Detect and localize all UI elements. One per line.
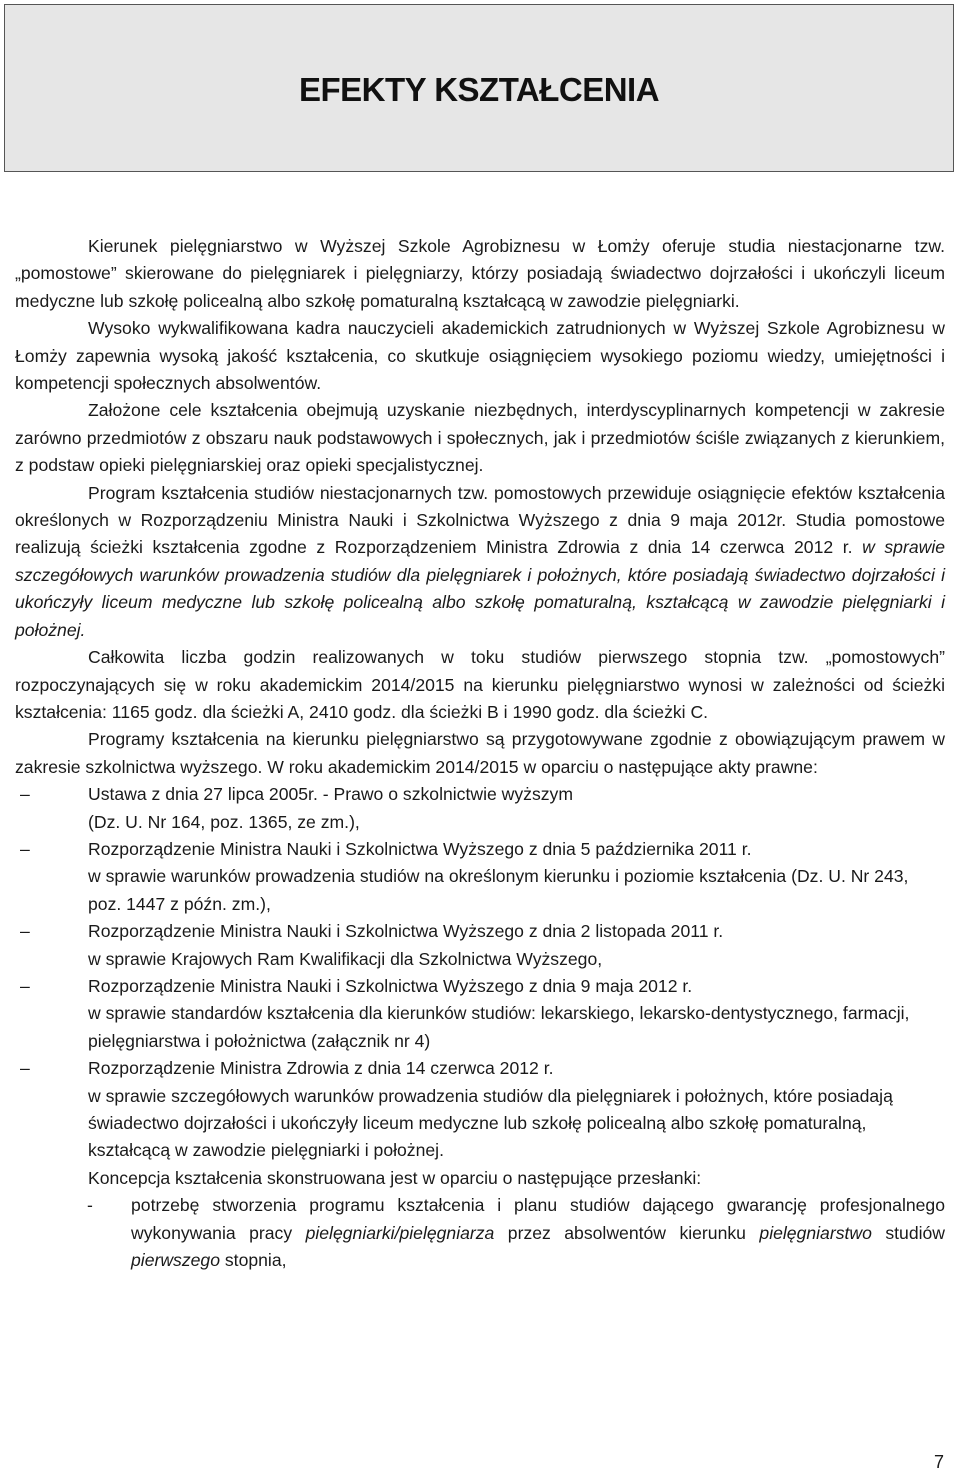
premise-text: potrzebę stworzenia programu kształcenia i planu studiów dającego gwarancję profesjonalnego wykonywania pracy bbox=[131, 1195, 945, 1243]
legal-act-item bbox=[15, 781, 945, 836]
legal-act-item bbox=[15, 1055, 945, 1165]
page-title: EFEKTY KSZTAŁCENIA bbox=[298, 71, 660, 108]
paragraph-learning-outcomes bbox=[15, 480, 945, 644]
premise-italic: pierwszego bbox=[131, 1250, 220, 1271]
premise-italic: pielęgniarstwo bbox=[759, 1222, 872, 1243]
list-dash: ‒ bbox=[20, 921, 30, 942]
premises-list bbox=[15, 1192, 945, 1274]
legal-act-item bbox=[15, 836, 945, 918]
outcomes-regulation-italic: w sprawie szczegółowych warunków prowadzenia studiów dla pielęgniarek i położnych, które posiadają świadectwo dojrzałości i ukończyły liceum medyczne lub szkołę policealną albo szkołę pomaturalną, kształcącą w zawodzie pielęgniarki i położnej. bbox=[15, 537, 946, 640]
paragraph-concept-intro: Koncepcja kształcenia skonstruowana jest w oparciu o następujące przesłanki: bbox=[88, 1167, 702, 1188]
premise-text: stopnia, bbox=[220, 1250, 287, 1271]
legal-act-title: Rozporządzenie Ministra Nauki i Szkolnictwa Wyższego z dnia 2 listopada 2011 r. bbox=[88, 921, 724, 942]
list-dash: ‒ bbox=[20, 1058, 30, 1079]
legal-act-item bbox=[15, 973, 945, 1055]
legal-act-title: Rozporządzenie Ministra Nauki i Szkolnictwa Wyższego z dnia 5 października 2011 r. bbox=[88, 838, 752, 859]
paragraph-hours: Całkowita liczba godzin realizowanych w toku studiów pierwszego stopnia tzw. „pomostowych” rozpoczynających się w roku akademickim 2014/2015 na kierunku pielęgniarstwo wynosi w zależności od ścieżki kształcenia: 1165 godz. dla ścieżki A, 2410 godz. dla ścieżki B i 1990 godz. dla ścieżki C. bbox=[15, 647, 945, 722]
paragraph-staff: Wysoko wykwalifikowana kadra nauczycieli akademickich zatrudnionych w Wyższej Szkole Agrobiznesu w Łomży zapewnia wysoką jakość kształcenia, co skutkuje osiągnięciem wysokiego poziomu wiedzy, umiejętności i kompetencji społecznych absolwentów. bbox=[15, 318, 945, 394]
paragraph-program-intro: Kierunek pielęgniarstwo w Wyższej Szkole Agrobiznesu w Łomży oferuje studia niestacjonarne tzw. „pomostowe” skierowane do pielęgniarek i pielęgniarzy, którzy posiadają świadectwo dojrzałości i ukończyli liceum medyczne lub szkołę policealną albo szkołę pomaturalną kształcącą w zawodzie pielęgniarki. bbox=[15, 236, 945, 311]
legal-act-detail: w sprawie standardów kształcenia dla kierunków studiów: lekarskiego, lekarsko-dentystycznego, farmacji, pielęgniarstwa i położnictwa (załącznik nr 4) bbox=[88, 1003, 910, 1051]
document-body bbox=[15, 233, 945, 1274]
paragraph-goals: Założone cele kształcenia obejmują uzyskanie niezbędnych, interdyscyplinarnych kompetencji w zakresie zarówno przedmiotów z obszaru nauk podstawowych i społecznych, jak i przedmiotów ściśle związanych z kierunkiem, z podstaw opieki pielęgniarskiej oraz opieki specjalistycznej. bbox=[15, 400, 945, 476]
list-dash: ‒ bbox=[20, 975, 30, 996]
outcomes-text: Program kształcenia studiów niestacjonarnych tzw. pomostowych przewiduje osiągnięcie efektów kształcenia określonych w Rozporządzeniu Ministra Nauki i Szkolnictwa Wyższego z dnia 9 maja 2012r. Studia pomostowe realizują ścieżki kształcenia zgodne z Rozporządzeniem Ministra Zdrowia z dnia 14 czerwca 2012 r. bbox=[15, 482, 945, 558]
page-number: 7 bbox=[933, 1452, 944, 1472]
paragraph-legal-basis: Programy kształcenia na kierunku pielęgniarstwo są przygotowywane zgodnie z obowiązującym prawem w zakresie szkolnictwa wyższego. W roku akademickim 2014/2015 w oparciu o następujące akty prawne: bbox=[15, 729, 945, 777]
legal-act-detail: (Dz. U. Nr 164, poz. 1365, ze zm.), bbox=[88, 811, 360, 832]
legal-acts-list bbox=[15, 781, 945, 1165]
legal-act-detail: w sprawie szczegółowych warunków prowadzenia studiów dla pielęgniarek i położnych, które posiadają świadectwo dojrzałości i ukończyły liceum medyczne lub szkołę policealną albo szkołę pomaturalną, kształcącą w zawodzie pielęgniarki i położnej. bbox=[88, 1085, 893, 1161]
premise-text: studiów bbox=[871, 1222, 945, 1243]
legal-act-title: Rozporządzenie Ministra Nauki i Szkolnictwa Wyższego z dnia 9 maja 2012 r. bbox=[88, 975, 693, 996]
premise-italic: pielęgniarki/pielęgniarza bbox=[305, 1222, 495, 1243]
list-dash: ‒ bbox=[20, 784, 30, 805]
title-box bbox=[4, 4, 954, 172]
legal-act-title: Rozporządzenie Ministra Zdrowia z dnia 14 czerwca 2012 r. bbox=[88, 1058, 554, 1079]
legal-act-detail: w sprawie warunków prowadzenia studiów na określonym kierunku i poziomie kształcenia (Dz. U. Nr 243, poz. 1447 z późn. zm.), bbox=[88, 866, 909, 914]
premise-item bbox=[15, 1192, 945, 1274]
list-dash: ‒ bbox=[20, 838, 30, 859]
legal-act-item bbox=[15, 918, 945, 973]
list-dash: - bbox=[87, 1195, 93, 1216]
legal-act-detail: w sprawie Krajowych Ram Kwalifikacji dla Szkolnictwa Wyższego, bbox=[88, 948, 603, 969]
legal-act-title: Ustawa z dnia 27 lipca 2005r. - Prawo o szkolnictwie wyższym bbox=[88, 784, 573, 805]
premise-text: przez absolwentów kierunku bbox=[494, 1222, 760, 1243]
